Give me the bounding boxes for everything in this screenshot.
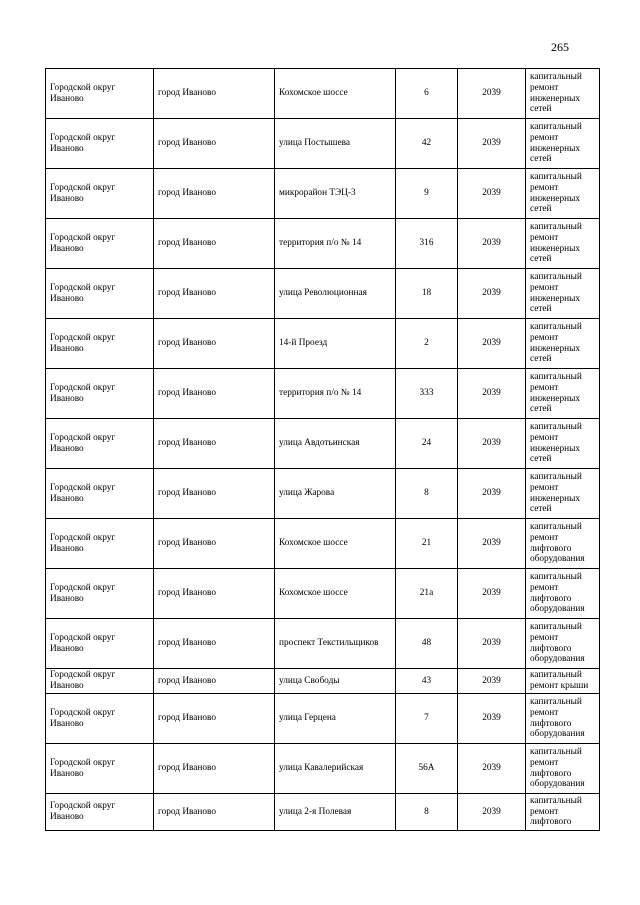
district-cell: Городской округ Иваново — [46, 669, 154, 694]
street-cell: Кохомское шоссе — [275, 519, 396, 569]
work-type-cell: капитальный ремонт инженерных сетей — [526, 69, 600, 119]
house-number-cell: 56А — [396, 744, 458, 794]
work-type-cell: капитальный ремонт инженерных сетей — [526, 419, 600, 469]
house-number-cell: 24 — [396, 419, 458, 469]
city-cell: город Иваново — [154, 794, 275, 831]
year-cell: 2039 — [458, 469, 526, 519]
street-cell: территория п/о № 14 — [275, 219, 396, 269]
year-cell: 2039 — [458, 794, 526, 831]
work-type-cell: капитальный ремонт лифтового — [526, 794, 600, 831]
year-cell: 2039 — [458, 319, 526, 369]
table-row — [46, 269, 600, 319]
street-cell: улица 2-я Полевая — [275, 794, 396, 831]
city-cell: город Иваново — [154, 694, 275, 744]
work-type-cell: капитальный ремонт инженерных сетей — [526, 469, 600, 519]
repair-schedule-table — [45, 68, 600, 831]
city-cell: город Иваново — [154, 269, 275, 319]
district-cell: Городской округ Иваново — [46, 269, 154, 319]
house-number-cell: 6 — [396, 69, 458, 119]
work-type-cell: капитальный ремонт инженерных сетей — [526, 169, 600, 219]
district-cell: Городской округ Иваново — [46, 169, 154, 219]
table-row — [46, 669, 600, 694]
work-type-cell: капитальный ремонт инженерных сетей — [526, 219, 600, 269]
district-cell: Городской округ Иваново — [46, 419, 154, 469]
house-number-cell: 2 — [396, 319, 458, 369]
house-number-cell: 21 — [396, 519, 458, 569]
city-cell: город Иваново — [154, 419, 275, 469]
house-number-cell: 21а — [396, 569, 458, 619]
street-cell: улица Кавалерийская — [275, 744, 396, 794]
street-cell: микрорайон ТЭЦ-3 — [275, 169, 396, 219]
work-type-cell: капитальный ремонт инженерных сетей — [526, 119, 600, 169]
city-cell: город Иваново — [154, 669, 275, 694]
street-cell: территория п/о № 14 — [275, 369, 396, 419]
city-cell: город Иваново — [154, 619, 275, 669]
year-cell: 2039 — [458, 619, 526, 669]
work-type-cell: капитальный ремонт лифтового оборудования — [526, 744, 600, 794]
table-row — [46, 744, 600, 794]
work-type-cell: капитальный ремонт лифтового оборудования — [526, 519, 600, 569]
year-cell: 2039 — [458, 694, 526, 744]
street-cell: 14-й Проезд — [275, 319, 396, 369]
district-cell: Городской округ Иваново — [46, 794, 154, 831]
table-row — [46, 369, 600, 419]
table-row — [46, 169, 600, 219]
table-row — [46, 119, 600, 169]
street-cell: Кохомское шоссе — [275, 569, 396, 619]
work-type-cell: капитальный ремонт лифтового оборудования — [526, 569, 600, 619]
work-type-cell: капитальный ремонт лифтового оборудования — [526, 619, 600, 669]
table-row — [46, 694, 600, 744]
street-cell: Кохомское шоссе — [275, 69, 396, 119]
year-cell: 2039 — [458, 219, 526, 269]
table-row — [46, 69, 600, 119]
house-number-cell: 316 — [396, 219, 458, 269]
year-cell: 2039 — [458, 669, 526, 694]
work-type-cell: капитальный ремонт лифтового оборудования — [526, 694, 600, 744]
table-row — [46, 619, 600, 669]
district-cell: Городской округ Иваново — [46, 694, 154, 744]
city-cell: город Иваново — [154, 519, 275, 569]
table-body — [46, 69, 600, 831]
city-cell: город Иваново — [154, 369, 275, 419]
district-cell: Городской округ Иваново — [46, 369, 154, 419]
district-cell: Городской округ Иваново — [46, 219, 154, 269]
table-row — [46, 419, 600, 469]
street-cell: улица Авдотьинская — [275, 419, 396, 469]
house-number-cell: 8 — [396, 469, 458, 519]
city-cell: город Иваново — [154, 119, 275, 169]
city-cell: город Иваново — [154, 744, 275, 794]
year-cell: 2039 — [458, 169, 526, 219]
district-cell: Городской округ Иваново — [46, 119, 154, 169]
city-cell: город Иваново — [154, 469, 275, 519]
table-row — [46, 519, 600, 569]
city-cell: город Иваново — [154, 169, 275, 219]
year-cell: 2039 — [458, 69, 526, 119]
house-number-cell: 48 — [396, 619, 458, 669]
district-cell: Городской округ Иваново — [46, 619, 154, 669]
house-number-cell: 7 — [396, 694, 458, 744]
district-cell: Городской округ Иваново — [46, 569, 154, 619]
district-cell: Городской округ Иваново — [46, 69, 154, 119]
year-cell: 2039 — [458, 419, 526, 469]
city-cell: город Иваново — [154, 219, 275, 269]
street-cell: улица Свободы — [275, 669, 396, 694]
house-number-cell: 9 — [396, 169, 458, 219]
house-number-cell: 42 — [396, 119, 458, 169]
district-cell: Городской округ Иваново — [46, 319, 154, 369]
city-cell: город Иваново — [154, 569, 275, 619]
table-row — [46, 319, 600, 369]
year-cell: 2039 — [458, 119, 526, 169]
district-cell: Городской округ Иваново — [46, 519, 154, 569]
table-row — [46, 569, 600, 619]
page-number: 265 — [551, 40, 569, 54]
table-row — [46, 219, 600, 269]
table-row — [46, 469, 600, 519]
house-number-cell: 333 — [396, 369, 458, 419]
year-cell: 2039 — [458, 369, 526, 419]
district-cell: Городской округ Иваново — [46, 469, 154, 519]
district-cell: Городской округ Иваново — [46, 744, 154, 794]
year-cell: 2039 — [458, 744, 526, 794]
city-cell: город Иваново — [154, 319, 275, 369]
work-type-cell: капитальный ремонт инженерных сетей — [526, 319, 600, 369]
street-cell: улица Постышева — [275, 119, 396, 169]
street-cell: улица Герцена — [275, 694, 396, 744]
street-cell: проспект Текстильщиков — [275, 619, 396, 669]
house-number-cell: 8 — [396, 794, 458, 831]
house-number-cell: 43 — [396, 669, 458, 694]
year-cell: 2039 — [458, 569, 526, 619]
city-cell: город Иваново — [154, 69, 275, 119]
year-cell: 2039 — [458, 269, 526, 319]
work-type-cell: капитальный ремонт инженерных сетей — [526, 269, 600, 319]
work-type-cell: капитальный ремонт крыши — [526, 669, 600, 694]
work-type-cell: капитальный ремонт инженерных сетей — [526, 369, 600, 419]
year-cell: 2039 — [458, 519, 526, 569]
table-row — [46, 794, 600, 831]
street-cell: улица Революционная — [275, 269, 396, 319]
street-cell: улица Жарова — [275, 469, 396, 519]
house-number-cell: 18 — [396, 269, 458, 319]
